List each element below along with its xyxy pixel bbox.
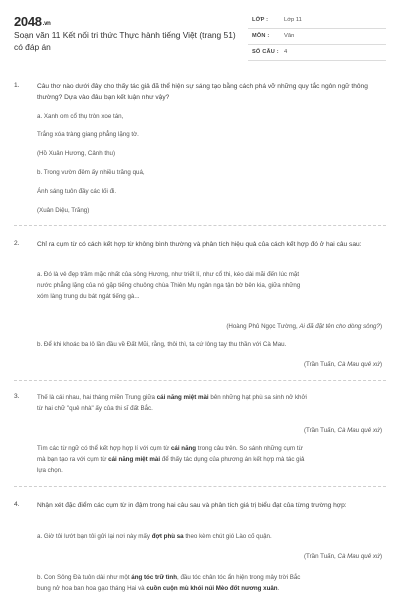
passage-source: [37, 322, 382, 333]
text-part: để thấy tác dụng của phương án kết hợp mà tác giả: [160, 456, 305, 463]
poem-line: Ánh sáng tuôn đầy các lối đi.: [37, 188, 117, 195]
text-part: Tìm các từ ngữ có thể kết hợp hợp lí với cụm từ: [37, 445, 171, 452]
poem-source: (Xuân Diệu, Trăng): [37, 207, 90, 214]
meta-row-class: [248, 13, 386, 29]
text-part: bên những hạt phù sa sinh nở khởi: [208, 394, 307, 401]
source-author: (Trần Tuấn,: [304, 553, 338, 560]
question-text: [37, 393, 382, 404]
question-number: 1.: [14, 82, 20, 89]
text-part: mà bạn tạo ra với cụm từ: [37, 456, 109, 463]
passage-line: xóm làng trung du bát ngát tiếng gà...: [37, 293, 140, 300]
poem-line: a. Xanh om cổ thụ tròn xoe tán,: [37, 113, 124, 120]
divider: [14, 225, 386, 226]
passage-line: [37, 532, 382, 543]
instruction-line: [37, 455, 382, 466]
poem-source: (Hồ Xuân Hương, Cảnh thu): [37, 150, 116, 157]
highlighted-phrase: cái năng: [170, 445, 197, 452]
source-work: Cà Mau quê xứ: [337, 553, 380, 560]
question-text: Nhận xét đặc điểm các cụm từ in đậm trong hai câu sau và phân tích giá trị biểu đạt của từng trường hợp:: [37, 502, 347, 509]
meta-key: SỐ CÂU :: [252, 49, 279, 55]
passage-line: [37, 584, 382, 595]
meta-row-count: [248, 45, 386, 61]
instruction-line: [37, 444, 382, 455]
meta-value: 4: [284, 49, 288, 55]
source-end: ): [379, 553, 382, 560]
source-work: Cà Mau quê xứ: [337, 427, 380, 434]
text-part: theo kèm chút gió Lào cố quận.: [183, 533, 272, 540]
question-text: từ hai chữ "quê nhà" ấy của thi sĩ đất Bắc.: [37, 405, 153, 412]
source-end: ): [379, 361, 382, 368]
highlighted-phrase: cái năng miệt mài: [108, 456, 161, 463]
source-author: (Hoàng Phủ Ngọc Tường,: [226, 323, 300, 330]
meta-value: Văn: [284, 33, 295, 39]
logo-suffix: .vn: [42, 21, 51, 27]
text-part: bung nở hoa ban hoa gạo tháng Hai và: [37, 585, 147, 592]
page-title: Soạn văn 11 Kết nối tri thức Thực hành tiếng Việt (trang 51) có đáp án: [14, 30, 236, 52]
question-number: 4.: [14, 501, 20, 508]
logo-text: 2048: [14, 14, 42, 29]
meta-row-subject: [248, 29, 386, 45]
text-part: a. Giờ tôi lướt bạn tôi gửi lại nơi này mấy: [37, 533, 152, 540]
meta-value: Lớp 11: [284, 17, 302, 23]
highlighted-phrase: cuồn cuộn mù khói núi Mèo đốt nương xuân: [146, 585, 278, 592]
passage-source: [37, 426, 382, 437]
meta-key: LỚP :: [252, 17, 269, 23]
header: [0, 0, 400, 62]
source-author: (Trần Tuấn,: [304, 361, 338, 368]
passage-line: b. Để khi khoác ba lô lần đầu về Đất Mũi, rằng, thôi thì, ta cứ lông tay thu thần với Cà Mau.: [37, 341, 287, 348]
source-work: Cà Mau quê xứ: [337, 361, 380, 368]
instruction-line: lựa chọn.: [37, 467, 63, 474]
meta-table: [248, 13, 386, 61]
meta-key: MÔN :: [252, 33, 270, 39]
highlighted-phrase: đợt phù sa: [151, 533, 184, 540]
text-part: Thế là cái nhau, hai tháng miền Trung giữa: [37, 394, 157, 401]
source-end: ): [379, 323, 382, 330]
source-work: Ai đã đặt tên cho dòng sông?: [299, 323, 380, 330]
text-part: b. Con Sông Đà tuôn dài như một: [37, 574, 132, 581]
question-text: Chỉ ra cụm từ có cách kết hợp từ không bình thường và phân tích hiệu quả của cách kết hợp đó ở hai câu sau:: [37, 241, 362, 248]
poem-line: b. Trong vườn đêm ấy nhiều trăng quá,: [37, 169, 145, 176]
source-author: (Trần Tuấn,: [304, 427, 338, 434]
question-number: 2.: [14, 240, 20, 247]
text-part: .: [277, 585, 280, 592]
site-logo[interactable]: [14, 14, 51, 29]
divider: [14, 380, 386, 381]
passage-source: [37, 552, 382, 563]
highlighted-phrase: áng tóc trữ tình: [131, 574, 177, 581]
text-part: , đầu tóc chân tóc ẩn hiện trong mây trời Bắc: [177, 574, 301, 581]
highlighted-phrase: cái năng miệt mài: [156, 394, 209, 401]
passage-source: [37, 360, 382, 371]
question-number: 3.: [14, 393, 20, 400]
passage-line: a. Đó là vẻ đẹp trầm mặc nhất của sông Hương, như triết lí, như cổ thi, kéo dài mãi đến lúc mặt: [37, 271, 300, 278]
passage-line: nước phẳng lặng của nó gặp tiếng chuông chùa Thiên Mụ ngân nga tận bờ bên kia, giữa những: [37, 282, 301, 289]
text-part: trong câu trên. So sánh những cụm từ: [196, 445, 303, 452]
source-end: ): [379, 427, 382, 434]
divider: [14, 486, 386, 487]
poem-line: Trắng xóa tràng giang phẳng lặng tờ.: [37, 131, 139, 138]
question-text: Câu thơ nào dưới đây cho thấy tác giả đã thể hiện sự sáng tạo bằng cách phá vỡ những quy tắc ngôn ngữ thông thường? Dựa vào đâu bạn kết luận như vậy?: [37, 83, 368, 101]
passage-line: [37, 573, 382, 584]
